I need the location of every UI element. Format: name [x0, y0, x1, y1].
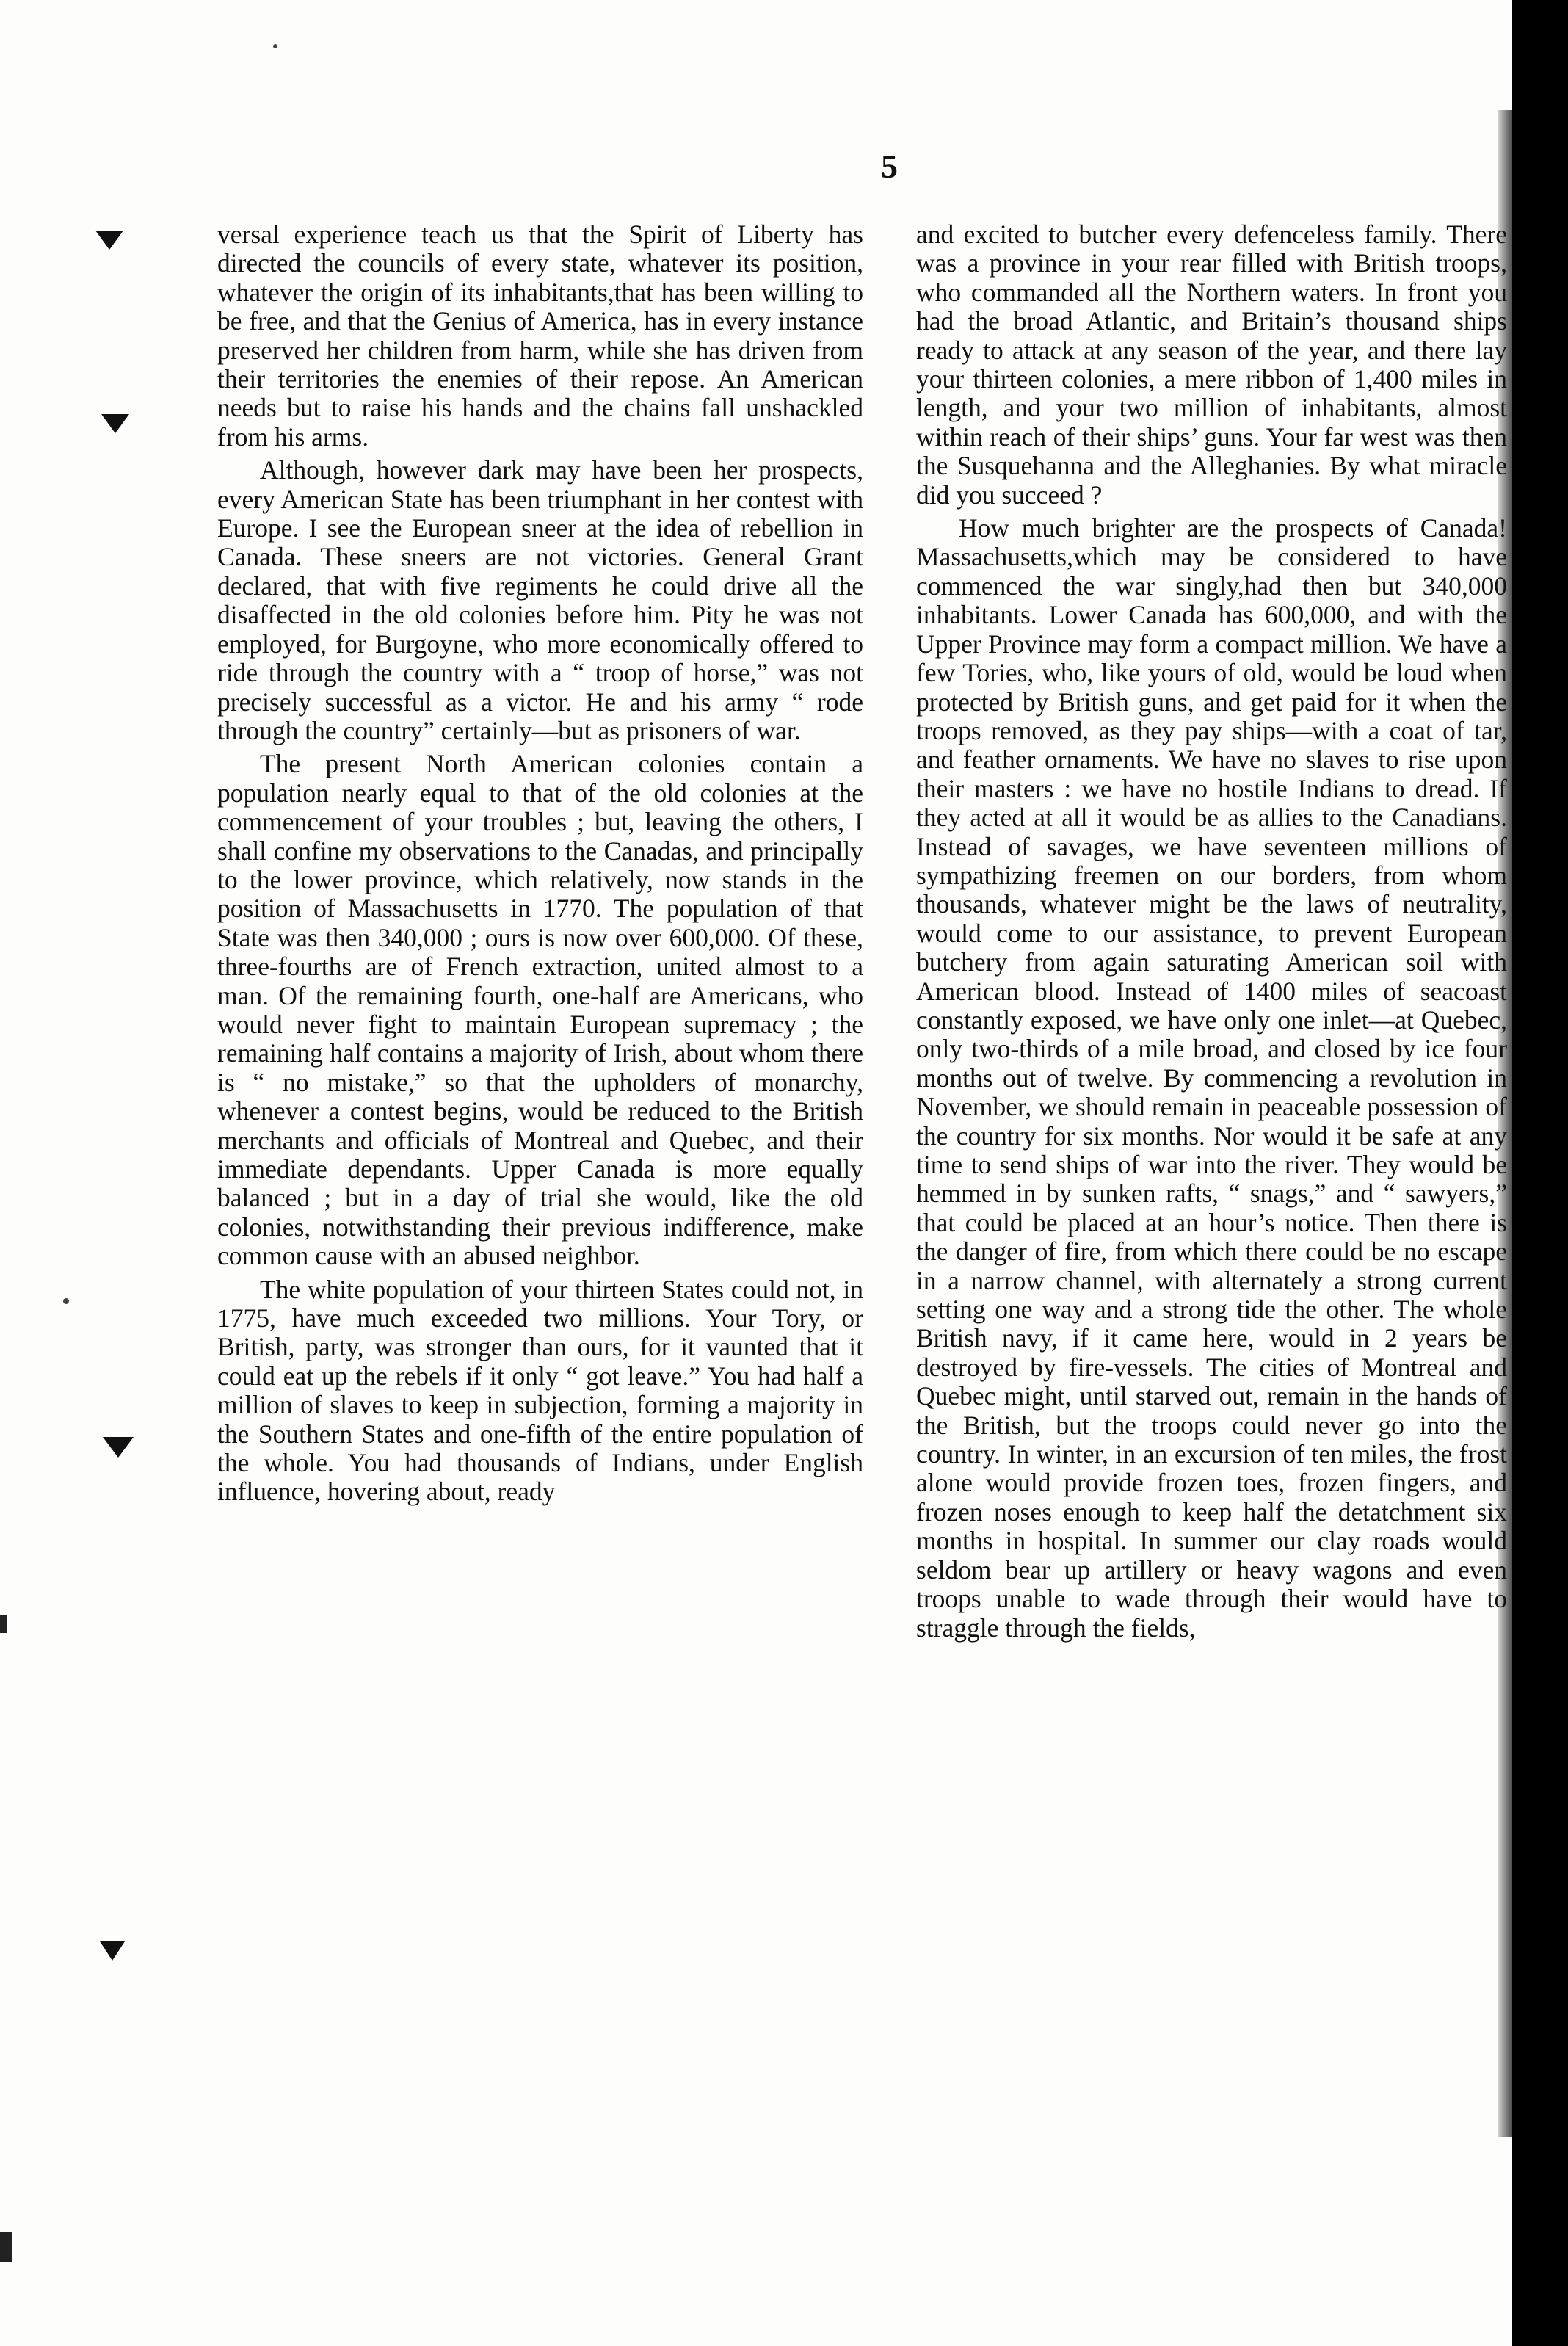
paragraph: versal experience teach us that the Spirit of Liberty has directed the councils of every state, whatever its position, whatever the origin of its inhabitants,that has been willing to be free, and that the Genius of America, has in every instance preserved her children from harm, while she has driven from their territories the enemies of their repose. An American needs but to raise his hands and the chains fall unshackled from his arms.	[217, 220, 863, 452]
paragraph: The white population of your thirteen States could not, in 1775, have much exceeded two millions. Your Tory, or British, party, was stronger than ours, for it vaunted that it could eat up the rebels if it only “ got leave.” You had half a million of slaves to keep in subjection, forming a majority in the Southern States and one-fifth of the entire population of the whole. You had thousands of Indians, under English influence, hovering about, ready	[217, 1274, 863, 1507]
binding-edge-mark	[0, 2232, 12, 2262]
paragraph: How much brighter are the prospects of Canada! Massachusetts,which may be considered to have commenced the war singly,had then but 340,000 inhabitants. Lower Canada has 600,000, and with the Upper Province may form a compact million. We have a few Tories, who, like yours of old, would be loud when protected by British guns, and get paid for it when the troops removed, as they pay ships—with a coat of tar, and feather ornaments. We have no slaves to rise upon their masters : we have no hostile Indians to dread. If they acted at all it would be as allies to the Canadians. Instead of savages, we have seventeen millions of sympathizing freemen on our borders, from whom thousands, whatever might be the laws of neutrality, would come to our assistance, to prevent European butchery from again saturating American soil with American blood. Instead of 1400 miles of seacoast constantly exposed, we have only one inlet—at Quebec, only two-thirds of a mile broad, and closed by ice four months out of twelve. By commencing a revolution in November, we should remain in peaceable possession of the country for six months. Nor would it be safe at any time to send ships of war into the river. They would be hemmed in by sunken rafts, “ snags,” and “ sawyers,” that could be placed at an hour’s notice. Then there is the danger of fire, from which there could be no escape in a narrow channel, with alternately a strong current setting one way and a strong tide the other. The whole British navy, if it came here, would in 2 years be destroyed by fire-vessels. The cities of Montreal and Quebec might, until starved out, remain in the hands of the British, but the troops could never go into the country. In winter, in an excursion of ten miles, the frost alone would provide frozen toes, frozen fingers, and frozen noses enough to keep half the detatchment six months in hospital. In summer our clay roads would seldom bear up artillery or heavy wagons and even troops unable to wade through their would have to straggle through the fields,	[916, 513, 1507, 1643]
binding-hole-mark-icon	[100, 411, 131, 435]
paragraph: Although, however dark may have been her prospects, every American State has been triumphant in her contest with Europe. I see the European sneer at the idea of rebellion in Canada. These sneers are not victories. General Grant declared, that with five regiments he could drive all the disaffected in the old colonies before him. Pity he was not employed, for Burgoyne, who more economically offered to ride through the country with a “ troop of horse,” was not precisely successful as a victor. He and his army “ rode through the country” certainly—but as prisoners of war.	[217, 455, 863, 745]
binding-hole-mark-icon	[97, 1938, 128, 1962]
binding-hole-mark-icon	[103, 1436, 134, 1459]
binding-edge-mark	[0, 1615, 7, 1633]
left-column	[217, 220, 863, 1511]
binding-hole-mark-icon	[94, 228, 125, 251]
paragraph: The present North American colonies contain a population nearly equal to that of the old colonies at the commencement of your troubles ; but, leaving the others, I shall confine my observations to the Canadas, and principally to the lower province, which relatively, now stands in the position of Massachusetts in 1770. The population of that State was then 340,000 ; ours is now over 600,000. Of these, three-fourths are of French extraction, united almost to a man. Of the remaining fourth, one-half are Americans, who would never fight to maintain European supremacy ; the remaining half contains a majority of Irish, about whom there is “ no mistake,” so that the upholders of monarchy, whenever a contest begins, would be reduced to the British merchants and officials of Montreal and Quebec, and their immediate dependants. Upper Canada is more equally balanced ; but in a day of trial she would, like the old colonies, notwithstanding their previous indifference, make common cause with an abused neighbor.	[217, 749, 863, 1271]
right-column	[916, 220, 1507, 1647]
paragraph: and excited to butcher every defenceless family. There was a province in your rear filled with British troops, who commanded all the Northern waters. In front you had the broad Atlantic, and Britain’s thousand ships ready to attack at any season of the year, and there lay your thirteen colonies, a mere ribbon of 1,400 miles in length, and your two million of inhabitants, almost within reach of their ships’ guns. Your far west was then the Susquehanna and the Alleghanies. By what miracle did you succeed ?	[916, 220, 1507, 510]
scan-speck	[63, 1298, 69, 1304]
scan-speck	[273, 44, 277, 48]
page-number: 5	[881, 148, 898, 185]
